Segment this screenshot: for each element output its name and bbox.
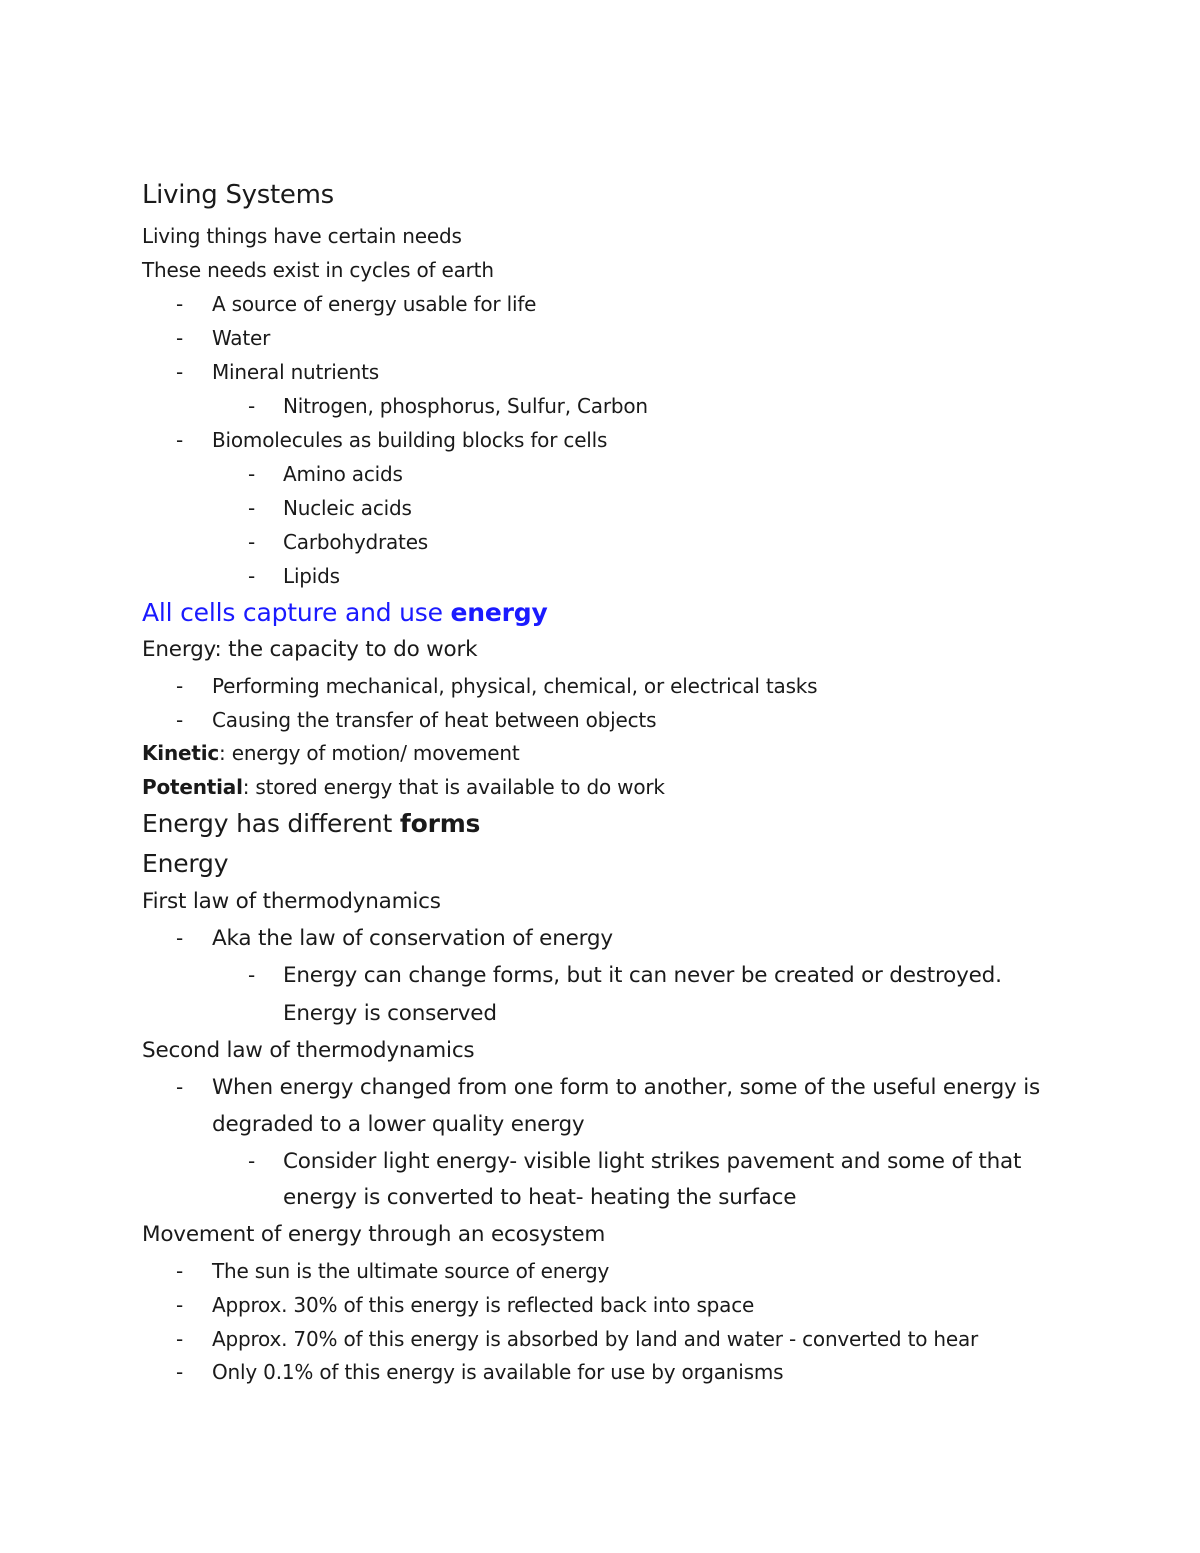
list-subitem: Energy can change forms, but it can never be created or destroyed.	[283, 963, 1002, 988]
bullet-dash: -	[176, 326, 184, 350]
page-title: Living Systems	[142, 180, 334, 210]
list-item: Approx. 70% of this energy is absorbed by land and water - converted to hear	[212, 1327, 979, 1351]
section-heading: Energy	[142, 849, 229, 878]
list-item: A source of energy usable for life	[212, 292, 537, 316]
bullet-dash: -	[248, 394, 256, 418]
bullet-dash: -	[176, 926, 184, 950]
bullet-dash: -	[176, 1360, 184, 1384]
kinetic-definition: Kinetic: energy of motion/ movement	[142, 741, 520, 765]
list-item: Causing the transfer of heat between objects	[212, 708, 657, 732]
list-subitem: Consider light energy- visible light strikes pavement and some of that	[283, 1149, 1022, 1174]
list-subitem: Carbohydrates	[283, 530, 429, 554]
bullet-dash: -	[248, 496, 256, 520]
section-heading: All cells capture and use energy	[142, 598, 548, 627]
potential-definition: Potential: stored energy that is available to do work	[142, 775, 665, 799]
list-item: Performing mechanical, physical, chemical, or electrical tasks	[212, 674, 818, 698]
intro-line: These needs exist in cycles of earth	[142, 258, 494, 282]
list-item: When energy changed from one form to another, some of the useful energy is	[212, 1075, 1040, 1100]
bullet-dash: -	[248, 530, 256, 554]
list-item-continued: degraded to a lower quality energy	[212, 1112, 585, 1137]
bullet-dash: -	[248, 1149, 256, 1173]
bullet-dash: -	[248, 462, 256, 486]
bullet-dash: -	[248, 963, 256, 987]
bullet-dash: -	[176, 674, 184, 698]
bullet-dash: -	[176, 428, 184, 452]
bullet-dash: -	[176, 1075, 184, 1099]
list-subitem: Nucleic acids	[283, 496, 412, 520]
law-title: Second law of thermodynamics	[142, 1038, 475, 1063]
list-item: The sun is the ultimate source of energy	[212, 1259, 610, 1283]
definition-line: Energy: the capacity to do work	[142, 637, 478, 662]
bullet-dash: -	[176, 1259, 184, 1283]
bullet-dash: -	[176, 1327, 184, 1351]
list-item: Approx. 30% of this energy is reflected back into space	[212, 1293, 755, 1317]
bullet-dash: -	[176, 708, 184, 732]
section-title: Movement of energy through an ecosystem	[142, 1222, 606, 1247]
list-item: Aka the law of conservation of energy	[212, 926, 613, 951]
list-subitem-continued: Energy is conserved	[283, 1001, 497, 1026]
intro-line: Living things have certain needs	[142, 224, 462, 248]
bullet-dash: -	[176, 292, 184, 316]
list-item: Water	[212, 326, 271, 350]
list-subitem: Nitrogen, phosphorus, Sulfur, Carbon	[283, 394, 648, 418]
law-title: First law of thermodynamics	[142, 889, 441, 914]
list-subitem-continued: energy is converted to heat- heating the surface	[283, 1185, 797, 1210]
bullet-dash: -	[176, 1293, 184, 1317]
list-item: Mineral nutrients	[212, 360, 380, 384]
list-item: Only 0.1% of this energy is available for use by organisms	[212, 1360, 784, 1384]
list-item: Biomolecules as building blocks for cells	[212, 428, 608, 452]
list-subitem: Lipids	[283, 564, 340, 588]
list-subitem: Amino acids	[283, 462, 403, 486]
section-heading: Energy has different forms	[142, 809, 481, 838]
bullet-dash: -	[248, 564, 256, 588]
bullet-dash: -	[176, 360, 184, 384]
